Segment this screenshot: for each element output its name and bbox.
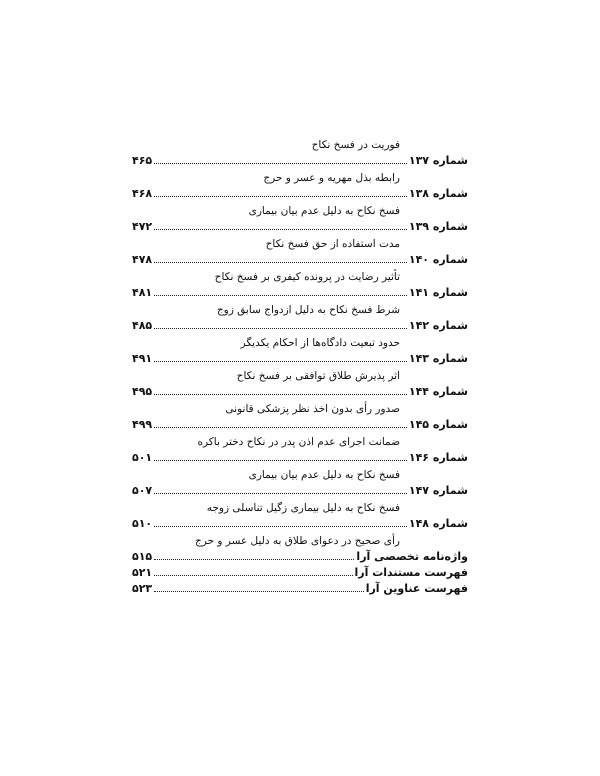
- page-number: ۴۷۸: [132, 253, 153, 266]
- entry-number: شماره ۱۴۳: [408, 352, 468, 365]
- toc-entry: [132, 171, 468, 202]
- entry-line: [132, 417, 468, 433]
- entry-line: [132, 318, 468, 334]
- entry-description: تأثیر رضایت در پرونده کیفری بر فسخ نکاح: [214, 271, 400, 283]
- toc-entry: [132, 237, 468, 268]
- page-number: ۴۸۵: [132, 319, 153, 332]
- entry-description: فسخ نکاح به دلیل عدم بیان بیماری: [248, 469, 400, 481]
- dot-leader: [154, 351, 407, 362]
- entry-description: رابطه بذل مهریه و عسر و حرج: [263, 172, 400, 184]
- dot-leader: [154, 581, 364, 592]
- page-number: ۵۲۳: [132, 582, 153, 595]
- entry-line: [132, 516, 468, 532]
- page-number: ۵۱۰: [132, 517, 153, 530]
- page-number: ۴۹۵: [132, 385, 153, 398]
- toc-entry: [132, 138, 468, 169]
- entry-description: شرط فسخ نکاح به دلیل ازدواج سابق زوج: [216, 304, 400, 316]
- toc-entry: [132, 270, 468, 301]
- page-number: ۴۷۲: [132, 220, 153, 233]
- appendix-title: واژه‌نامه تخصصی آرا: [356, 550, 468, 563]
- entry-number: شماره ۱۴۶: [408, 451, 468, 464]
- dot-leader: [154, 549, 354, 560]
- dot-leader: [154, 384, 407, 395]
- appendix-line: [132, 549, 468, 565]
- entry-line: [132, 483, 468, 499]
- entry-number: شماره ۱۴۱: [408, 286, 468, 299]
- page-number: ۴۹۱: [132, 352, 153, 365]
- toc-entry: [132, 402, 468, 433]
- entry-line: [132, 450, 468, 466]
- entry-number: شماره ۱۳۸: [408, 187, 468, 200]
- toc-entry: [132, 468, 468, 499]
- entry-line: [132, 384, 468, 400]
- appendix-title: فهرست مستندات آرا: [354, 566, 468, 579]
- entry-description: ضمانت اجرای عدم اذن پدر در نکاح دختر باکره: [197, 436, 400, 448]
- entry-number: شماره ۱۳۷: [408, 154, 468, 167]
- entry-line: [132, 186, 468, 202]
- dot-leader: [154, 516, 407, 527]
- dot-leader: [154, 318, 407, 329]
- toc-entry: [132, 369, 468, 400]
- page-number: ۵۰۱: [132, 451, 153, 464]
- entry-description: مدت استفاده از حق فسخ نکاح: [265, 238, 400, 250]
- appendix-line: [132, 565, 468, 581]
- table-of-contents: [132, 138, 468, 597]
- page-number: ۵۲۱: [132, 566, 153, 579]
- toc-entry: [132, 336, 468, 367]
- dot-leader: [154, 252, 407, 263]
- page-number: ۴۸۱: [132, 286, 153, 299]
- page-number: ۵۱۵: [132, 550, 153, 563]
- entry-line: [132, 252, 468, 268]
- page-number: ۵۰۷: [132, 484, 153, 497]
- entry-description: صدور رأی بدون اخذ نظر پزشکی قانونی: [225, 403, 400, 415]
- page-number: ۴۶۸: [132, 187, 153, 200]
- entry-line: [132, 153, 468, 169]
- entry-line: [132, 285, 468, 301]
- entry-description: فسخ نکاح به دلیل عدم بیان بیماری: [248, 205, 400, 217]
- page-number: ۴۶۵: [132, 154, 153, 167]
- entry-number: شماره ۱۳۹: [408, 220, 468, 233]
- dot-leader: [154, 450, 407, 461]
- entry-number: شماره ۱۴۴: [408, 385, 468, 398]
- entry-number: شماره ۱۴۰: [408, 253, 468, 266]
- entry-number: شماره ۱۴۷: [408, 484, 468, 497]
- dot-leader: [154, 285, 407, 296]
- entry-line: [132, 219, 468, 235]
- entry-description: فسخ نکاح به دلیل بیماری زگیل تناسلی زوجه: [206, 502, 400, 514]
- dot-leader: [154, 565, 352, 576]
- entry-description: فوریت در فسخ نکاح: [311, 139, 400, 151]
- dot-leader: [154, 153, 407, 164]
- dot-leader: [154, 219, 407, 230]
- page-number: ۴۹۹: [132, 418, 153, 431]
- dot-leader: [154, 186, 407, 197]
- toc-entry: [132, 204, 468, 235]
- appendix-line: [132, 581, 468, 597]
- entry-line: [132, 351, 468, 367]
- dot-leader: [154, 483, 407, 494]
- entry-description: رأی صحیح در دعوای طلاق به دلیل عسر و حرج: [194, 535, 400, 547]
- appendix-title: فهرست عناوین آرا: [365, 582, 468, 595]
- entry-description: اثر پذیرش طلاق توافقی بر فسخ نکاح: [236, 370, 400, 382]
- toc-entry: [132, 303, 468, 334]
- toc-entry: [132, 501, 468, 532]
- toc-entry: [132, 435, 468, 466]
- entry-description: حدود تبعیت دادگاه‌ها از احکام یکدیگر: [240, 337, 400, 349]
- entry-number: شماره ۱۴۸: [408, 517, 468, 530]
- entry-number: شماره ۱۴۵: [408, 418, 468, 431]
- entry-number: شماره ۱۴۲: [408, 319, 468, 332]
- dot-leader: [154, 417, 407, 428]
